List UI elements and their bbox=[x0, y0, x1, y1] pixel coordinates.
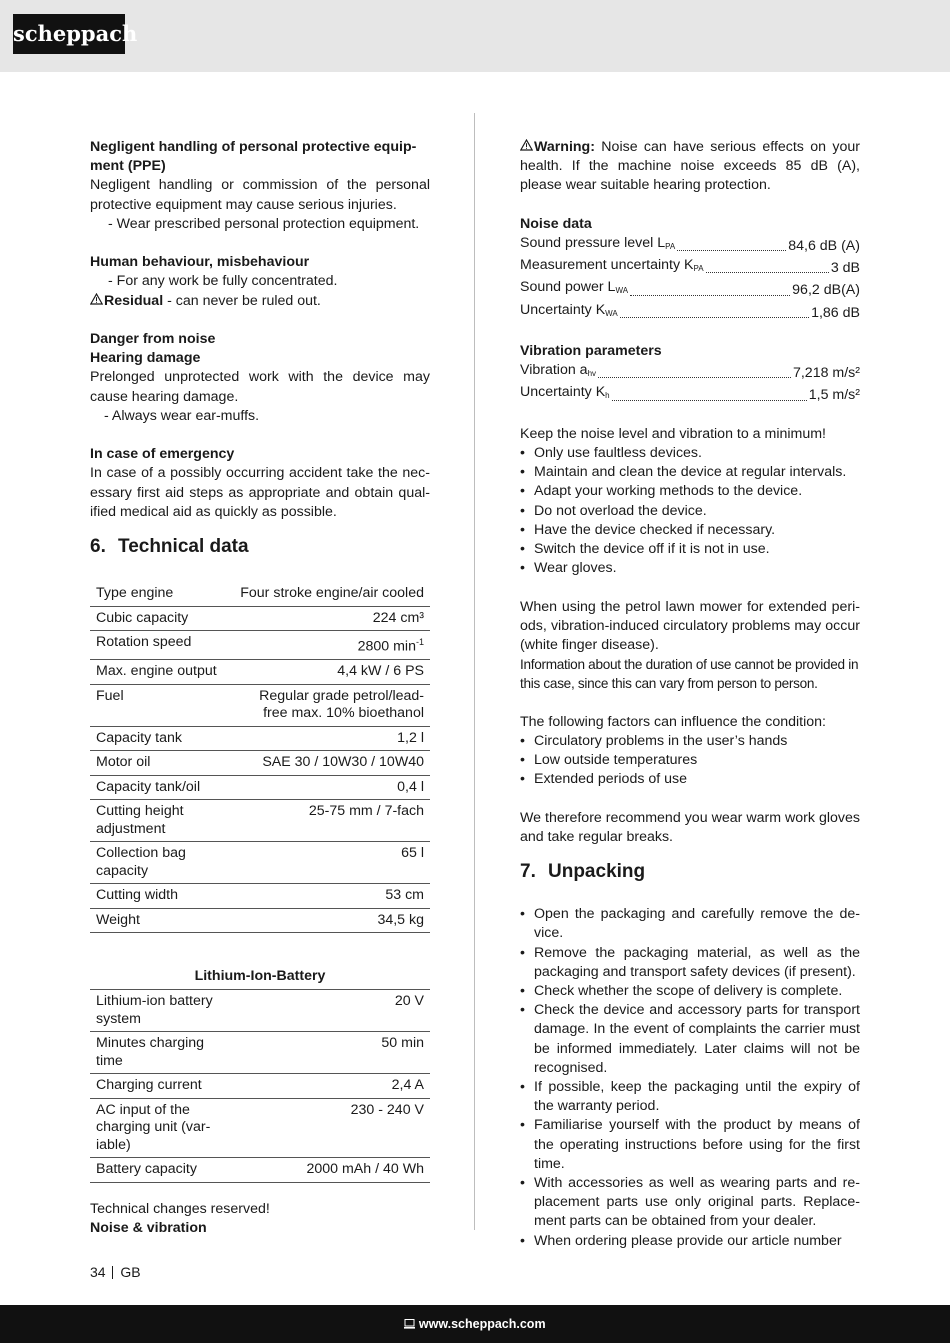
noise-data-title: Noise data bbox=[520, 215, 592, 232]
warning-text: Noise can have serious effects on your health. If the machine noise exceeds 85 dB (A), please wear suitable hearing protection. bbox=[520, 139, 860, 194]
spec-label: Sound power $L_{WA}$ bbox=[520, 279, 629, 296]
table-cell-value: 0,4 l bbox=[232, 775, 430, 800]
keep-minimum-text: Keep the noise level and vibration to a minimum! bbox=[520, 425, 826, 442]
table-row bbox=[90, 884, 430, 909]
spec-label: Vibration $a_{hv}$ bbox=[520, 362, 597, 379]
table-cell-value: 53 cm bbox=[232, 884, 430, 909]
table-cell-value: 50 min bbox=[232, 1032, 430, 1074]
battery-table-title: Lithium-Ion-Battery bbox=[90, 967, 430, 990]
spec-row bbox=[520, 383, 860, 405]
computer-icon bbox=[404, 1317, 418, 1331]
list-item: • Open the packaging and carefully remove the device. bbox=[520, 905, 860, 943]
page-header bbox=[0, 0, 950, 72]
table-cell-value: 1,2 l bbox=[232, 726, 430, 751]
noise-vibration-title: Noise & vibration bbox=[90, 1220, 207, 1237]
residual-label: Residual bbox=[104, 292, 164, 309]
ppe-text: Negligent handling or commission of the personal protective equipment may cause serious injuries. bbox=[90, 177, 430, 213]
ppe-item: - Wear prescribed personal protection equipment. bbox=[108, 215, 420, 232]
spec-row bbox=[520, 278, 860, 300]
recommend-text: We therefore recommend you wear warm work gloves and take regular breaks. bbox=[520, 809, 860, 846]
value-superscript: -1 bbox=[415, 637, 424, 648]
table-cell-label: Cutting width bbox=[90, 884, 232, 909]
value-text: 2800 min bbox=[357, 638, 416, 655]
dot-leader bbox=[706, 272, 829, 273]
table-row bbox=[90, 660, 430, 685]
section-6-number: 6. bbox=[90, 536, 106, 558]
list-item: • Extended periods of use bbox=[520, 770, 860, 789]
table-cell-value: 224 cm³ bbox=[232, 606, 430, 631]
column-divider bbox=[474, 113, 475, 1230]
human-item: - For any work be fully concentrated. bbox=[108, 273, 338, 290]
table-cell-label: Weight bbox=[90, 908, 232, 933]
table-row bbox=[90, 684, 430, 726]
vibration-title: Vibration parameters bbox=[520, 343, 662, 359]
dot-leader bbox=[598, 377, 791, 378]
technical-changes-note: Technical changes reserved! bbox=[90, 1200, 270, 1217]
list-item: • Circulatory problems in the user’s hands bbox=[520, 732, 860, 751]
table-cell-value: 20 V bbox=[232, 990, 430, 1032]
list-item: • Maintain and clean the device at regular intervals. bbox=[520, 463, 860, 482]
table-row bbox=[90, 908, 430, 933]
hearing-title: Hearing damage bbox=[90, 350, 201, 367]
spec-label: Uncertainty $K_{WA}$ bbox=[520, 301, 618, 318]
spec-row bbox=[520, 361, 860, 383]
list-item: • Check the device and accessory parts for transport damage. In the event of complaints the carrier must be informed immediately. Later claims will not be recognised. bbox=[520, 1001, 860, 1078]
spec-value: 96,2 dB(A) bbox=[792, 282, 860, 299]
list-item: • Remove the packaging material, as well as the packaging and transport safety devices (if present). bbox=[520, 944, 860, 982]
warning-triangle-icon bbox=[520, 138, 534, 157]
page-footer bbox=[0, 1305, 950, 1343]
page-number bbox=[90, 1264, 141, 1280]
list-item: • Only use faultless devices. bbox=[520, 444, 860, 463]
table-row bbox=[90, 726, 430, 751]
table-cell-label: Minutes charging time bbox=[90, 1032, 232, 1074]
table-cell-value: 65 l bbox=[232, 842, 430, 884]
residual-line bbox=[90, 292, 430, 311]
petrol-mower-text: When using the petrol lawn mower for extended periods, vibration-induced circulatory problems may occur (white finger disease). bbox=[520, 598, 860, 654]
battery-data-table bbox=[90, 990, 430, 1183]
dot-leader bbox=[612, 400, 807, 401]
brand-logo: scheppach bbox=[13, 14, 125, 54]
hearing-item: - Always wear ear-muffs. bbox=[104, 407, 260, 424]
spec-label-subscript: hv bbox=[587, 369, 597, 379]
table-cell-label: Charging current bbox=[90, 1074, 232, 1099]
spec-label-subscript: PA bbox=[693, 264, 704, 274]
table-cell-value: Regular grade petrol/lead-free max. 10% bioethanol bbox=[232, 684, 430, 726]
section-6-title: Technical data bbox=[118, 536, 249, 558]
section-7-heading bbox=[520, 859, 860, 885]
table-cell-value bbox=[232, 631, 430, 660]
noise-danger-title: Danger from noise bbox=[90, 331, 216, 347]
spec-label-subscript: PA bbox=[665, 242, 676, 251]
spec-label-subscript: WA bbox=[615, 286, 629, 296]
table-cell-value: 230 - 240 V bbox=[232, 1098, 430, 1158]
table-cell-label: Collection bag capacity bbox=[90, 842, 232, 884]
table-row bbox=[90, 1158, 430, 1183]
table-row bbox=[90, 800, 430, 842]
dot-leader bbox=[630, 295, 790, 296]
spec-value: 84,6 dB (A) bbox=[788, 238, 860, 254]
keep-minimum-list bbox=[520, 444, 860, 578]
table-row bbox=[90, 1032, 430, 1074]
table-cell-label: Capacity tank/oil bbox=[90, 775, 232, 800]
list-item: • With accessories as well as wearing parts and replacement parts use only original parts. Replacement parts can be obtained from your dealer. bbox=[520, 1174, 860, 1232]
table-cell-value: 2000 mAh / 40 Wh bbox=[232, 1158, 430, 1183]
spec-value: 7,218 m/s² bbox=[792, 365, 860, 382]
table-cell-label: Cutting height adjustment bbox=[90, 800, 232, 842]
table-cell-label: Battery capacity bbox=[90, 1158, 232, 1183]
table-cell-label: Type engine bbox=[90, 582, 232, 606]
footer-url-link[interactable]: www.scheppach.com bbox=[418, 1317, 546, 1331]
duration-text: Information about the duration of use cannot be provided in this case, since this can vary from person to person. bbox=[520, 657, 859, 692]
right-column bbox=[520, 138, 860, 1251]
table-cell-label: Capacity tank bbox=[90, 726, 232, 751]
list-item: • Switch the device off if it is not in use. bbox=[520, 540, 860, 559]
spec-label: Sound pressure level $L_{PA}$ bbox=[520, 235, 676, 251]
spec-value: 1,86 dB bbox=[811, 304, 860, 321]
page-number-value: 34 bbox=[90, 1264, 106, 1280]
warning-triangle-icon bbox=[90, 292, 104, 311]
human-title: Human behaviour, misbehaviour bbox=[90, 254, 310, 271]
table-cell-value: 25-75 mm / 7-fach bbox=[232, 800, 430, 842]
spec-row bbox=[520, 234, 860, 256]
table-row bbox=[90, 582, 430, 606]
section-7-number: 7. bbox=[520, 861, 536, 883]
table-cell-label: Lithium-ion battery system bbox=[90, 990, 232, 1032]
spec-label: Uncertainty $K_h$ bbox=[520, 384, 610, 401]
page-language: GB bbox=[120, 1264, 141, 1280]
table-cell-label: Cubic capacity bbox=[90, 606, 232, 631]
section-7-title: Unpacking bbox=[548, 861, 646, 883]
spec-label-subscript: WA bbox=[605, 308, 618, 318]
list-item: • Familiarise yourself with the product by means of the operating instructions before using for the first time. bbox=[520, 1116, 860, 1174]
dot-leader bbox=[677, 250, 786, 251]
spec-label: Measurement uncertainty $K_{PA}$ bbox=[520, 257, 704, 274]
table-cell-value: Four stroke engine/air cooled bbox=[232, 582, 430, 606]
table-cell-value: 34,5 kg bbox=[232, 908, 430, 933]
spec-value: 1,5 m/s² bbox=[808, 387, 860, 404]
factors-list bbox=[520, 732, 860, 790]
vibration-data-list bbox=[520, 361, 860, 405]
table-row bbox=[90, 631, 430, 660]
emergency-title: In case of emergency bbox=[90, 446, 235, 463]
hearing-text: Prelonged unprotected work with the device may cause hearing damage. bbox=[90, 369, 430, 405]
list-item: • Wear gloves. bbox=[520, 559, 860, 578]
table-row bbox=[90, 990, 430, 1032]
list-item: • Do not overload the device. bbox=[520, 502, 860, 521]
left-column bbox=[90, 138, 430, 1238]
list-item: • Check whether the scope of delivery is complete. bbox=[520, 982, 860, 1001]
table-cell-label: Max. engine output bbox=[90, 660, 232, 685]
table-cell-value: 2,4 A bbox=[232, 1074, 430, 1099]
factors-text: The following factors can influence the condition: bbox=[520, 713, 827, 730]
list-item: • Low outside temperatures bbox=[520, 751, 860, 770]
list-item: • When ordering please provide our article number bbox=[520, 1232, 860, 1251]
table-row bbox=[90, 751, 430, 776]
table-row bbox=[90, 1098, 430, 1158]
ppe-title: Negligent handling of personal protective equipment (PPE) bbox=[90, 139, 417, 175]
warning-paragraph bbox=[520, 138, 860, 196]
table-cell-label: AC input of the charging unit (variable) bbox=[90, 1098, 232, 1158]
spec-row bbox=[520, 256, 860, 278]
list-item: • If possible, keep the packaging until the expiry of the warranty period. bbox=[520, 1078, 860, 1116]
table-cell-label: Fuel bbox=[90, 684, 232, 726]
table-row bbox=[90, 775, 430, 800]
table-cell-value: 4,4 kW / 6 PS bbox=[232, 660, 430, 685]
table-cell-label: Rotation speed bbox=[90, 631, 232, 660]
warning-label: Warning: bbox=[534, 139, 595, 155]
noise-data-list bbox=[520, 234, 860, 323]
table-row bbox=[90, 606, 430, 631]
table-cell-label: Motor oil bbox=[90, 751, 232, 776]
list-item: • Adapt your working methods to the device. bbox=[520, 482, 860, 501]
technical-data-table bbox=[90, 582, 430, 933]
residual-text: - can never be ruled out. bbox=[163, 292, 321, 309]
spec-value: 3 dB bbox=[830, 260, 860, 277]
list-item: • Have the device checked if necessary. bbox=[520, 521, 860, 540]
table-row bbox=[90, 1074, 430, 1099]
unpacking-list bbox=[520, 905, 860, 1251]
dot-leader bbox=[620, 317, 809, 318]
spec-label-subscript: h bbox=[605, 391, 610, 401]
table-cell-value: SAE 30 / 10W30 / 10W40 bbox=[232, 751, 430, 776]
table-row bbox=[90, 842, 430, 884]
spec-row bbox=[520, 301, 860, 323]
section-6-heading bbox=[90, 534, 430, 560]
emergency-text: In case of a possibly occurring accident take the necessary first aid steps as appropriate and obtain qualified medical aid as quickly as possible. bbox=[90, 465, 430, 520]
